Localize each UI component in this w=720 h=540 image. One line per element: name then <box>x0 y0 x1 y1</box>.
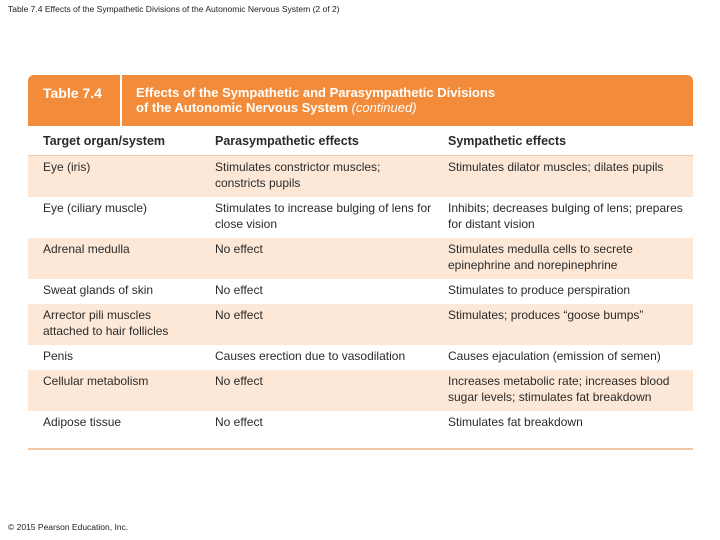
sympathetic-cell: Stimulates dilator muscles; dilates pupils <box>448 160 664 174</box>
column-header-target: Target organ/system <box>43 133 166 148</box>
table-bottom-rule <box>28 448 693 450</box>
table-row <box>28 411 693 448</box>
table-row <box>28 370 693 411</box>
table-row <box>28 197 693 238</box>
column-header-parasympathetic: Parasympathetic effects <box>215 133 359 148</box>
parasympathetic-cell: Stimulates constrictor muscles; constricts pupils <box>215 160 381 190</box>
target-cell: Eye (ciliary muscle) <box>43 201 148 215</box>
parasympathetic-cell: No effect <box>215 242 263 256</box>
target-cell: Adrenal medulla <box>43 242 130 256</box>
table-row <box>28 238 693 279</box>
target-cell: Eye (iris) <box>43 160 91 174</box>
target-cell: Penis <box>43 349 74 363</box>
table-row <box>28 304 693 345</box>
sympathetic-cell: Stimulates; produces “goose bumps” <box>448 308 644 322</box>
parasympathetic-cell: No effect <box>215 415 263 429</box>
parasympathetic-cell: No effect <box>215 308 263 322</box>
table-row <box>28 156 693 197</box>
table-header <box>28 75 693 126</box>
column-header-sympathetic: Sympathetic effects <box>448 133 567 148</box>
target-cell: Adipose tissue <box>43 415 122 429</box>
sympathetic-cell: Stimulates fat breakdown <box>448 415 583 429</box>
table-title-continued: (continued) <box>351 100 417 115</box>
slide-title: Table 7.4 Effects of the Sympathetic Divisions of the Autonomic Nervous System (2 of 2) <box>8 4 340 14</box>
copyright-notice: © 2015 Pearson Education, Inc. <box>8 522 129 532</box>
parasympathetic-cell: No effect <box>215 283 263 297</box>
target-cell: Arrector pili muscles attached to hair follicles <box>43 308 169 338</box>
effects-table <box>28 75 693 450</box>
table-title-line2-wrap <box>136 100 495 115</box>
sympathetic-cell: Stimulates medulla cells to secrete epinephrine and norepinephrine <box>448 242 633 272</box>
target-cell: Cellular metabolism <box>43 374 149 388</box>
sympathetic-cell: Causes ejaculation (emission of semen) <box>448 349 661 363</box>
column-header-row <box>28 126 693 156</box>
target-cell: Sweat glands of skin <box>43 283 154 297</box>
table-title-line1: Effects of the Sympathetic and Parasympathetic Divisions <box>136 85 496 100</box>
sympathetic-cell: Increases metabolic rate; increases blood sugar levels; stimulates fat breakdown <box>448 374 670 404</box>
sympathetic-cell: Inhibits; decreases bulging of lens; prepares for distant vision <box>448 201 683 231</box>
table-title <box>122 75 495 126</box>
parasympathetic-cell: Stimulates to increase bulging of lens for close vision <box>215 201 432 231</box>
table-row <box>28 345 693 370</box>
parasympathetic-cell: No effect <box>215 374 263 388</box>
parasympathetic-cell: Causes erection due to vasodilation <box>215 349 406 363</box>
table-row <box>28 279 693 304</box>
table-label: Table 7.4 <box>43 85 102 101</box>
table-title-line2: of the Autonomic Nervous System <box>136 100 348 115</box>
sympathetic-cell: Stimulates to produce perspiration <box>448 283 631 297</box>
